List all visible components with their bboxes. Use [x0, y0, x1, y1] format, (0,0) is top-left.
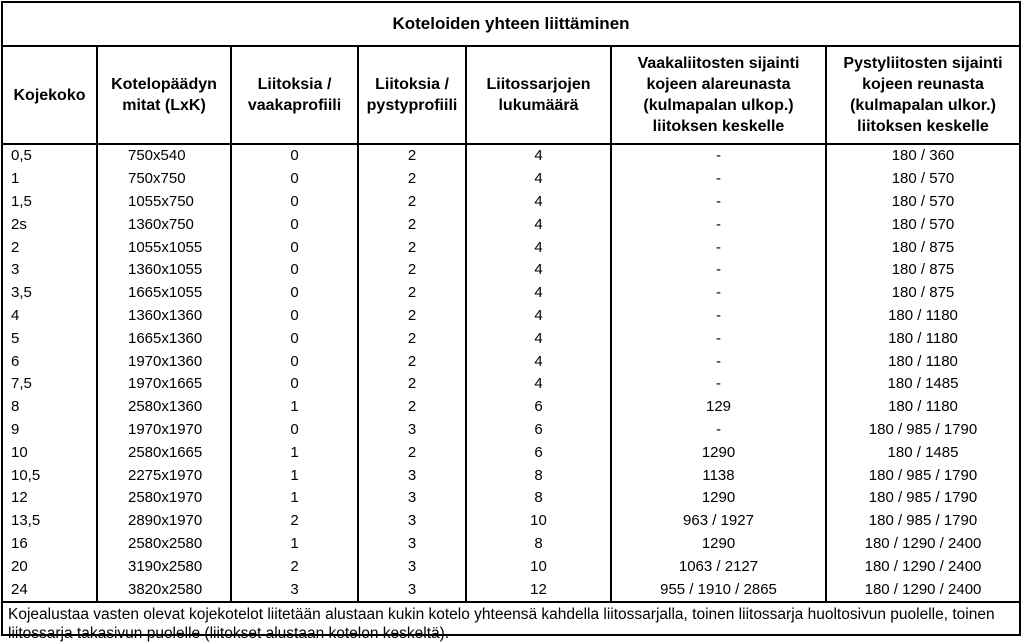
vertical-joints-cell: 2	[358, 441, 466, 464]
vertical-joints-cell: 2	[358, 236, 466, 259]
size-cell: 13,5	[3, 510, 97, 533]
dimensions-cell: 1665x1360	[97, 327, 231, 350]
horizontal-joints-cell: 0	[231, 350, 358, 373]
size-cell: 4	[3, 305, 97, 328]
size-cell: 3	[3, 259, 97, 282]
horizontal-position-cell: -	[611, 213, 826, 236]
horizontal-joints-cell: 3	[231, 578, 358, 602]
joint-set-count-cell: 6	[466, 396, 611, 419]
table-body	[3, 144, 1019, 602]
table-row	[3, 441, 1019, 464]
header-vertical-joints: Liitoksia / pystyprofiili	[358, 47, 466, 144]
joint-set-count-cell: 8	[466, 464, 611, 487]
vertical-joints-cell: 2	[358, 350, 466, 373]
vertical-joints-cell: 2	[358, 327, 466, 350]
table-row	[3, 350, 1019, 373]
size-cell: 5	[3, 327, 97, 350]
vertical-position-cell: 180 / 1180	[888, 329, 958, 347]
vertical-position-cell: 180 / 1180	[888, 352, 958, 370]
vertical-position-cell: 180 / 985 / 1790	[868, 512, 978, 530]
header-horizontal-joint-position: Vaakaliitosten sijainti kojeen alareunasta (kulmapalan ulkop.) liitoksen keskelle	[611, 47, 826, 144]
table-row	[3, 168, 1019, 191]
joint-set-count-cell: 8	[466, 533, 611, 556]
joint-set-count-cell: 4	[466, 168, 611, 191]
horizontal-joints-cell: 1	[231, 487, 358, 510]
vertical-joints-cell: 2	[358, 144, 466, 168]
joint-set-count-cell: 10	[466, 555, 611, 578]
dimensions-cell: 1970x1665	[97, 373, 231, 396]
horizontal-position-cell: 1290	[611, 487, 826, 510]
horizontal-position-cell: 1290	[611, 533, 826, 556]
vertical-position-cell: 180 / 570	[891, 215, 955, 233]
horizontal-position-cell: -	[611, 327, 826, 350]
size-cell: 0,5	[3, 144, 97, 168]
size-cell: 2s	[3, 213, 97, 236]
vertical-joints-cell: 3	[358, 533, 466, 556]
table-row	[3, 510, 1019, 533]
dimensions-cell: 1055x1055	[97, 236, 231, 259]
size-cell: 1	[3, 168, 97, 191]
vertical-position-cell: 180 / 985 / 1790	[868, 420, 978, 438]
vertical-joints-cell: 3	[358, 419, 466, 442]
horizontal-joints-cell: 0	[231, 327, 358, 350]
table-row	[3, 144, 1019, 168]
joint-set-count-cell: 4	[466, 327, 611, 350]
horizontal-joints-cell: 0	[231, 144, 358, 168]
joint-set-count-cell: 8	[466, 487, 611, 510]
horizontal-joints-cell: 0	[231, 259, 358, 282]
horizontal-joints-cell: 2	[231, 510, 358, 533]
document-sheet	[1, 1, 1021, 642]
size-cell: 1,5	[3, 191, 97, 214]
vertical-position-cell: 180 / 1290 / 2400	[826, 578, 1019, 602]
horizontal-position-cell: 1138	[611, 464, 826, 487]
horizontal-joints-cell: 0	[231, 191, 358, 214]
joint-set-count-cell: 4	[466, 144, 611, 168]
size-cell: 10	[3, 441, 97, 464]
dimensions-cell: 1360x1055	[97, 259, 231, 282]
horizontal-joints-cell: 2	[231, 555, 358, 578]
joint-set-count-cell: 4	[466, 259, 611, 282]
table-row	[3, 419, 1019, 442]
vertical-position-cell: 180 / 1290 / 2400	[864, 534, 982, 552]
horizontal-position-cell: 963 / 1927	[611, 510, 826, 533]
horizontal-joints-cell: 1	[231, 533, 358, 556]
table-title: Koteloiden yhteen liittäminen	[3, 3, 1019, 47]
table-row	[3, 555, 1019, 578]
table-row	[3, 259, 1019, 282]
size-cell: 2	[3, 236, 97, 259]
horizontal-joints-cell: 0	[231, 236, 358, 259]
vertical-joints-cell: 2	[358, 191, 466, 214]
horizontal-position-cell: -	[611, 168, 826, 191]
vertical-position-cell: 180 / 875	[891, 261, 955, 279]
table-row	[3, 373, 1019, 396]
table-row	[3, 578, 1019, 602]
vertical-joints-cell: 3	[358, 578, 466, 602]
table-row	[3, 396, 1019, 419]
dimensions-cell: 1360x1360	[97, 305, 231, 328]
size-cell: 12	[3, 487, 97, 510]
horizontal-position-cell: 129	[611, 396, 826, 419]
header-row	[3, 47, 1019, 144]
footer-note: Kojealustaa vasten olevat kojekotelot liitetään alustaan kukin kotelo yhteensä kahdella liitossarjalla, toinen liitossarja huoltosivun puolelle, toinen liitossarja takasivun puolelle (liitokset alustaan kotelon keskeltä).	[8, 605, 995, 642]
table-row	[3, 305, 1019, 328]
header-vertical-joint-position: Pystyliitosten sijainti kojeen reunasta (kulmapalan ulkor.) liitoksen keskelle	[826, 47, 1019, 144]
joint-set-count-cell: 4	[466, 236, 611, 259]
dimensions-cell: 1665x1055	[97, 282, 231, 305]
horizontal-joints-cell: 0	[231, 282, 358, 305]
vertical-joints-cell: 2	[358, 396, 466, 419]
dimensions-cell: 3820x2580	[97, 578, 231, 602]
dimensions-cell: 2580x2580	[97, 533, 231, 556]
joint-set-count-cell: 4	[466, 350, 611, 373]
table-row	[3, 487, 1019, 510]
vertical-position-cell: 180 / 360	[891, 147, 955, 165]
horizontal-position-cell: -	[611, 259, 826, 282]
dimensions-cell: 3190x2580	[97, 555, 231, 578]
vertical-joints-cell: 2	[358, 373, 466, 396]
vertical-position-cell: 180 / 1485	[887, 375, 959, 393]
size-cell: 10,5	[3, 464, 97, 487]
size-cell: 8	[3, 396, 97, 419]
horizontal-joints-cell: 1	[231, 396, 358, 419]
horizontal-joints-cell: 1	[231, 464, 358, 487]
header-kojekoko: Kojekoko	[3, 47, 97, 144]
vertical-joints-cell: 2	[358, 213, 466, 236]
horizontal-joints-cell: 0	[231, 373, 358, 396]
horizontal-joints-cell: 0	[231, 213, 358, 236]
size-cell: 9	[3, 419, 97, 442]
joint-set-count-cell: 12	[466, 578, 611, 602]
header-horizontal-joints: Liitoksia / vaakaprofiili	[231, 47, 358, 144]
dimensions-cell: 2580x1970	[97, 487, 231, 510]
vertical-position-cell: 180 / 1180	[888, 306, 958, 324]
joint-set-count-cell: 6	[466, 419, 611, 442]
size-cell: 16	[3, 533, 97, 556]
vertical-position-cell: 180 / 570	[891, 170, 955, 188]
horizontal-joints-cell: 1	[231, 441, 358, 464]
horizontal-joints-cell: 0	[231, 168, 358, 191]
vertical-joints-cell: 2	[358, 305, 466, 328]
dimensions-cell: 2275x1970	[97, 464, 231, 487]
horizontal-position-cell: 1290	[611, 441, 826, 464]
joint-set-count-cell: 10	[466, 510, 611, 533]
table-row	[3, 464, 1019, 487]
size-cell: 3,5	[3, 282, 97, 305]
vertical-position-cell: 180 / 985 / 1790	[868, 466, 978, 484]
horizontal-position-cell: -	[611, 236, 826, 259]
joint-set-count-cell: 4	[466, 213, 611, 236]
joint-set-count-cell: 4	[466, 305, 611, 328]
table-row	[3, 282, 1019, 305]
dimensions-cell: 750x540	[97, 144, 231, 168]
vertical-joints-cell: 3	[358, 487, 466, 510]
table-row	[3, 236, 1019, 259]
size-cell: 6	[3, 350, 97, 373]
size-cell: 20	[3, 555, 97, 578]
vertical-position-cell: 180 / 1485	[887, 443, 959, 461]
table-row	[3, 533, 1019, 556]
dimensions-cell: 2580x1665	[97, 441, 231, 464]
horizontal-position-cell: -	[611, 373, 826, 396]
vertical-position-cell: 180 / 1180	[888, 398, 958, 416]
dimensions-cell: 2890x1970	[97, 510, 231, 533]
size-cell: 24	[3, 578, 97, 602]
horizontal-position-cell: -	[611, 419, 826, 442]
joint-set-count-cell: 4	[466, 373, 611, 396]
dimensions-cell: 1970x1360	[97, 350, 231, 373]
horizontal-position-cell: -	[611, 191, 826, 214]
vertical-position-cell: 180 / 875	[891, 284, 955, 302]
horizontal-position-cell: -	[611, 282, 826, 305]
enclosure-table	[3, 47, 1019, 603]
dimensions-cell: 1055x750	[97, 191, 231, 214]
horizontal-position-cell: 1063 / 2127	[611, 555, 826, 578]
dimensions-cell: 1360x750	[97, 213, 231, 236]
horizontal-position-cell: -	[611, 350, 826, 373]
vertical-joints-cell: 2	[358, 282, 466, 305]
table-row	[3, 213, 1019, 236]
vertical-joints-cell: 2	[358, 259, 466, 282]
dimensions-cell: 750x750	[97, 168, 231, 191]
vertical-joints-cell: 3	[358, 464, 466, 487]
dimensions-cell: 2580x1360	[97, 396, 231, 419]
table-row	[3, 327, 1019, 350]
horizontal-position-cell: -	[611, 144, 826, 168]
header-dimensions: Kotelopäädyn mitat (LxK)	[97, 47, 231, 144]
horizontal-position-cell: -	[611, 305, 826, 328]
joint-set-count-cell: 4	[466, 191, 611, 214]
dimensions-cell: 1970x1970	[97, 419, 231, 442]
table-row	[3, 191, 1019, 214]
joint-set-count-cell: 6	[466, 441, 611, 464]
vertical-position-cell: 180 / 875	[891, 238, 955, 256]
vertical-position-cell: 180 / 985 / 1790	[868, 489, 978, 507]
size-cell: 7,5	[3, 373, 97, 396]
vertical-joints-cell: 3	[358, 555, 466, 578]
horizontal-joints-cell: 0	[231, 305, 358, 328]
joint-set-count-cell: 4	[466, 282, 611, 305]
vertical-joints-cell: 2	[358, 168, 466, 191]
vertical-position-cell: 180 / 1290 / 2400	[864, 557, 982, 575]
horizontal-joints-cell: 0	[231, 419, 358, 442]
horizontal-position-cell: 955 / 1910 / 2865	[611, 578, 826, 602]
header-joint-set-count: Liitossarjojen lukumäärä	[466, 47, 611, 144]
vertical-position-cell: 180 / 570	[891, 192, 955, 210]
vertical-joints-cell: 3	[358, 510, 466, 533]
